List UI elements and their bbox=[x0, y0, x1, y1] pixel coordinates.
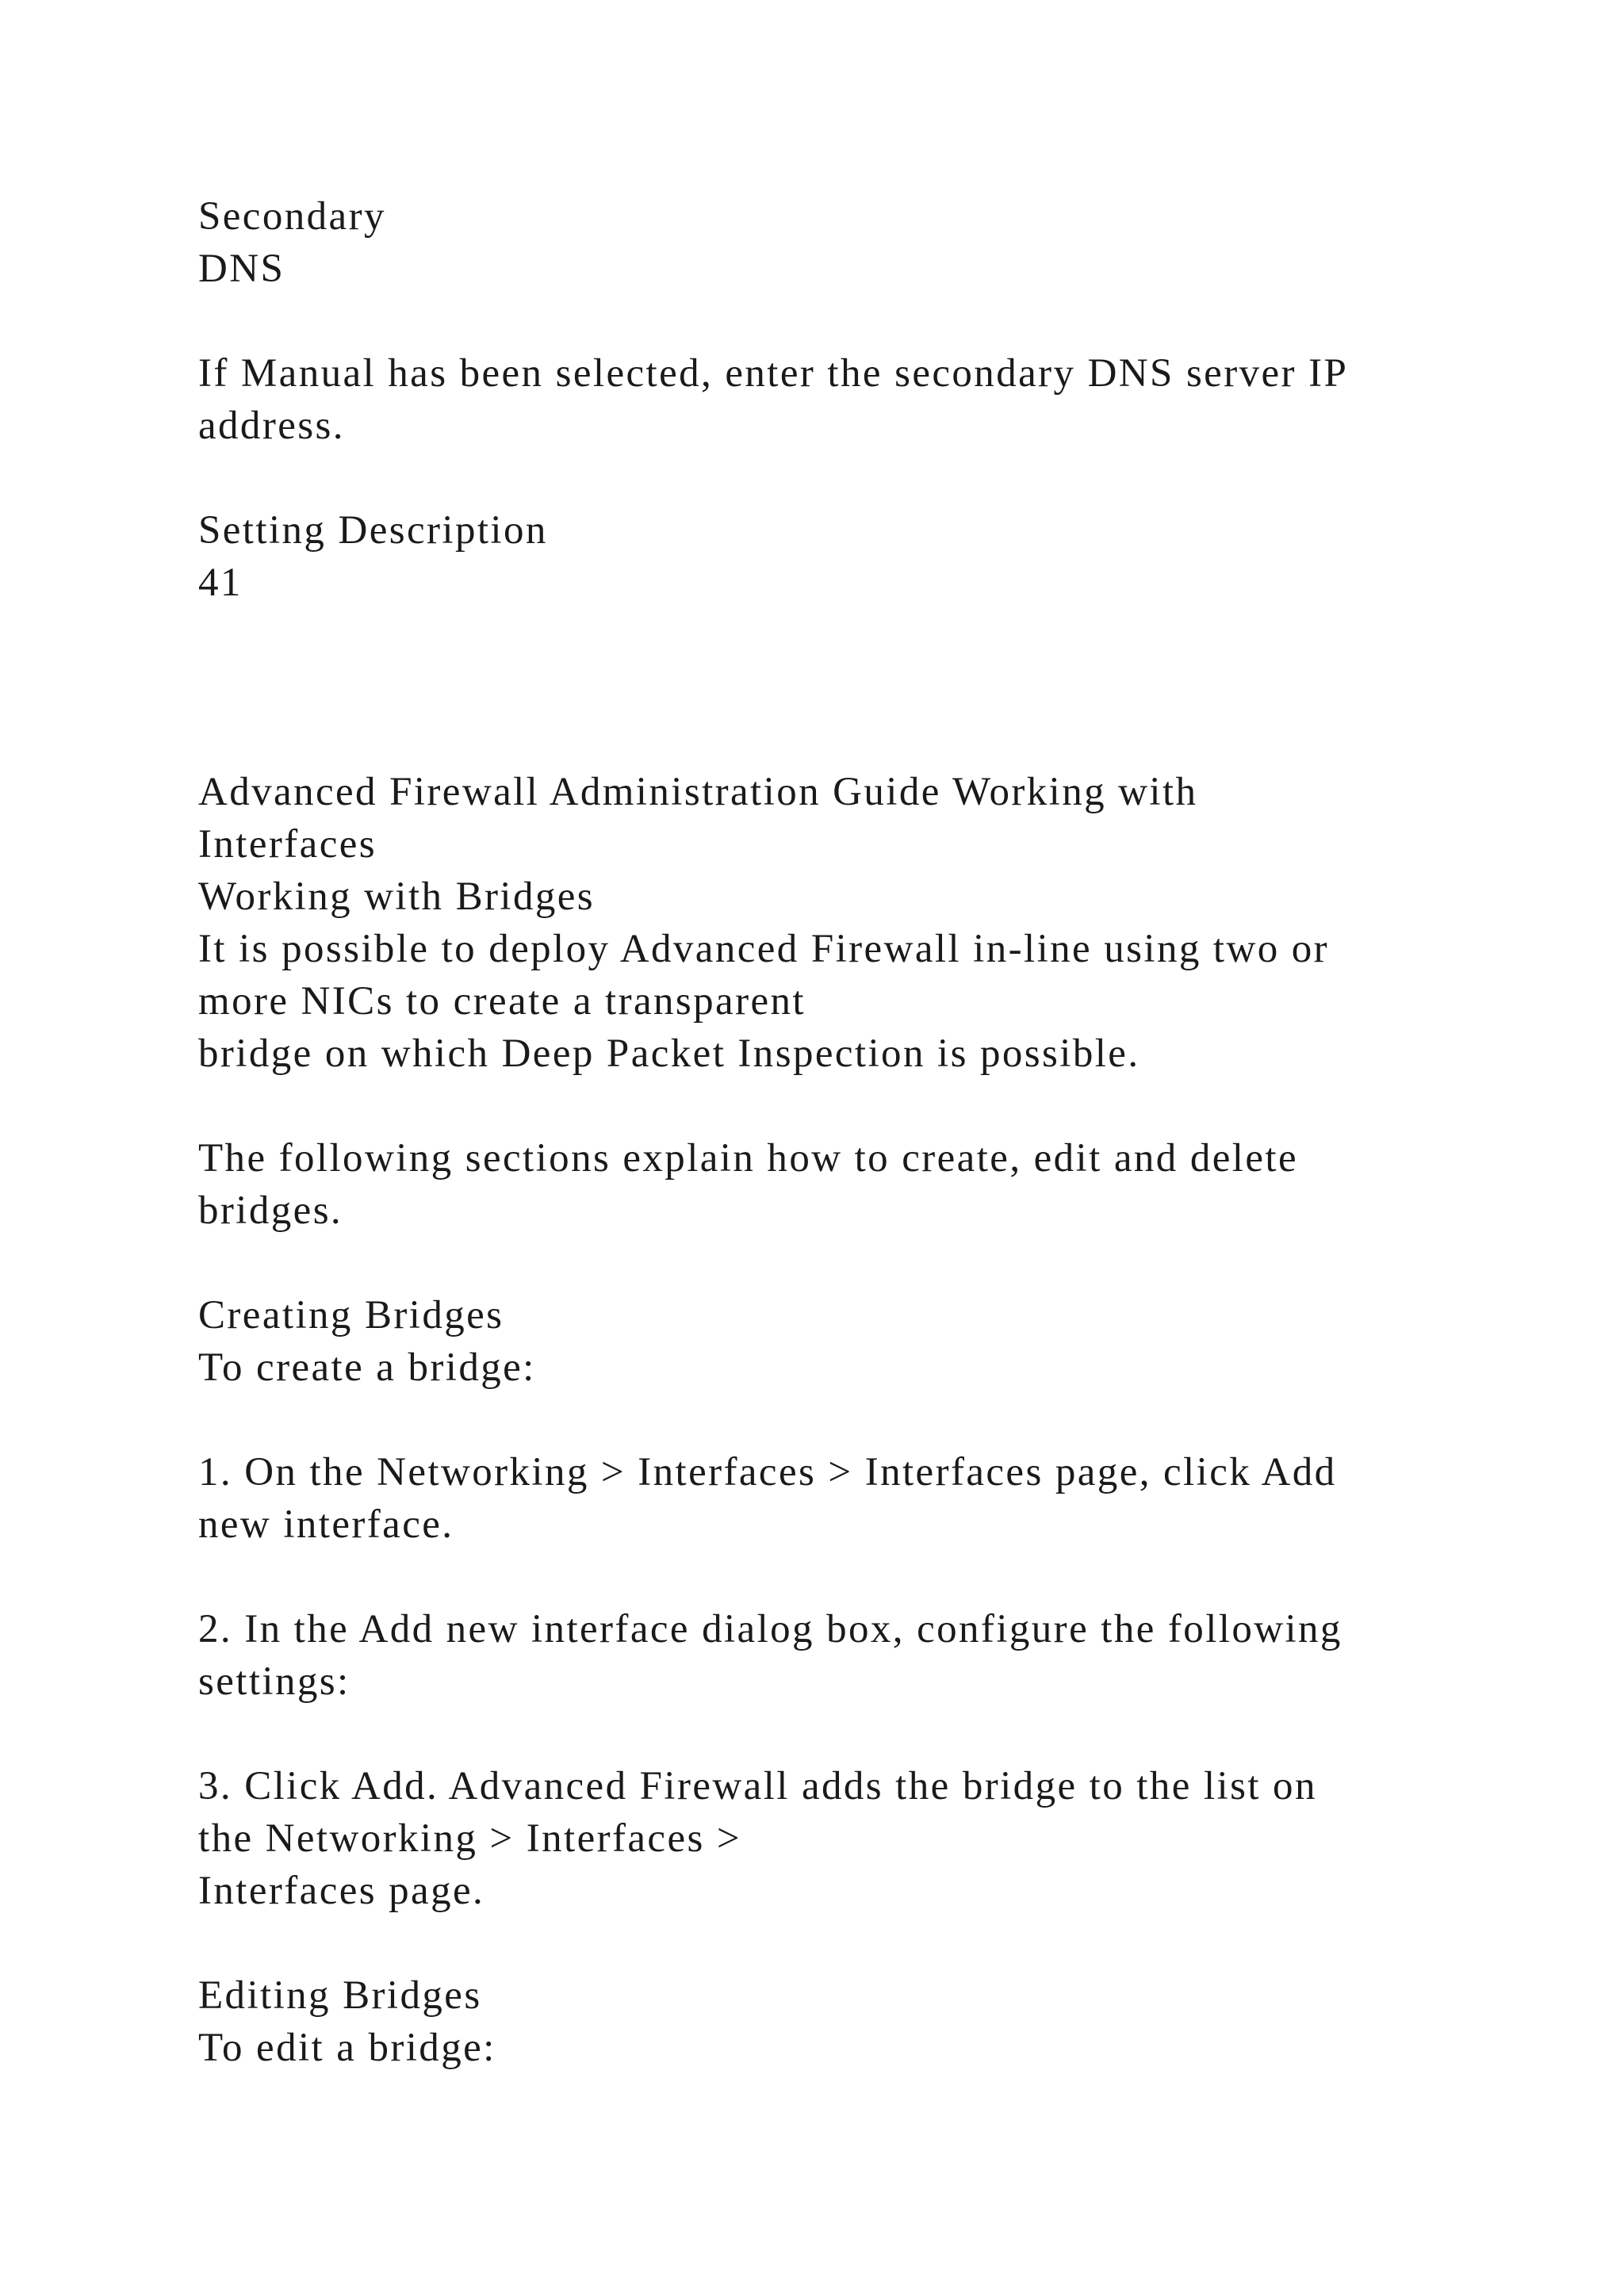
text-line: settings: bbox=[198, 1659, 350, 1704]
sections-overview bbox=[198, 1132, 1499, 1237]
table-footer-page-number bbox=[198, 504, 1499, 609]
page-number: 41 bbox=[198, 561, 243, 605]
text-line: bridge on which Deep Packet Inspection is possible. bbox=[198, 1031, 1140, 1076]
bridges-intro bbox=[198, 766, 1499, 1080]
step-1 bbox=[198, 1446, 1499, 1551]
text-line: The following sections explain how to create, edit and delete bbox=[198, 1136, 1298, 1181]
text-line: DNS bbox=[198, 247, 285, 291]
text-line: 2. In the Add new interface dialog box, configure the following bbox=[198, 1607, 1342, 1651]
step-3 bbox=[198, 1760, 1499, 1917]
text-line: bridges. bbox=[198, 1188, 343, 1233]
text-line: If Manual has been selected, enter the secondary DNS server IP bbox=[198, 351, 1349, 396]
text-line: It is possible to deploy Advanced Firewall in-line using two or bbox=[198, 927, 1330, 971]
step-2 bbox=[198, 1603, 1499, 1708]
subsection-title: Creating Bridges bbox=[198, 1293, 504, 1337]
section-title: Working with Bridges bbox=[198, 874, 596, 919]
text-line: 3. Click Add. Advanced Firewall adds the bridge to the list on bbox=[198, 1764, 1317, 1808]
text-line: Setting Description bbox=[198, 508, 548, 553]
text-line: more NICs to create a transparent bbox=[198, 979, 806, 1024]
text-line: Secondary bbox=[198, 194, 386, 239]
text-line: To create a bridge: bbox=[198, 1345, 536, 1390]
text-line: address. bbox=[198, 404, 345, 448]
running-header: Advanced Firewall Administration Guide Working with bbox=[198, 770, 1198, 814]
text-line: Interfaces page. bbox=[198, 1869, 485, 1913]
secondary-dns-description bbox=[198, 347, 1499, 452]
text-line: the Networking > Interfaces > bbox=[198, 1816, 742, 1861]
subsection-title: Editing Bridges bbox=[198, 1973, 482, 2018]
text-line: new interface. bbox=[198, 1502, 454, 1547]
secondary-dns-heading bbox=[198, 190, 1499, 295]
creating-bridges-heading bbox=[198, 1289, 1499, 1394]
text-line: To edit a bridge: bbox=[198, 2026, 496, 2070]
document-page bbox=[198, 190, 1499, 2074]
running-header: Interfaces bbox=[198, 822, 377, 867]
editing-bridges-heading bbox=[198, 1969, 1499, 2074]
text-line: 1. On the Networking > Interfaces > Interfaces page, click Add bbox=[198, 1450, 1337, 1494]
